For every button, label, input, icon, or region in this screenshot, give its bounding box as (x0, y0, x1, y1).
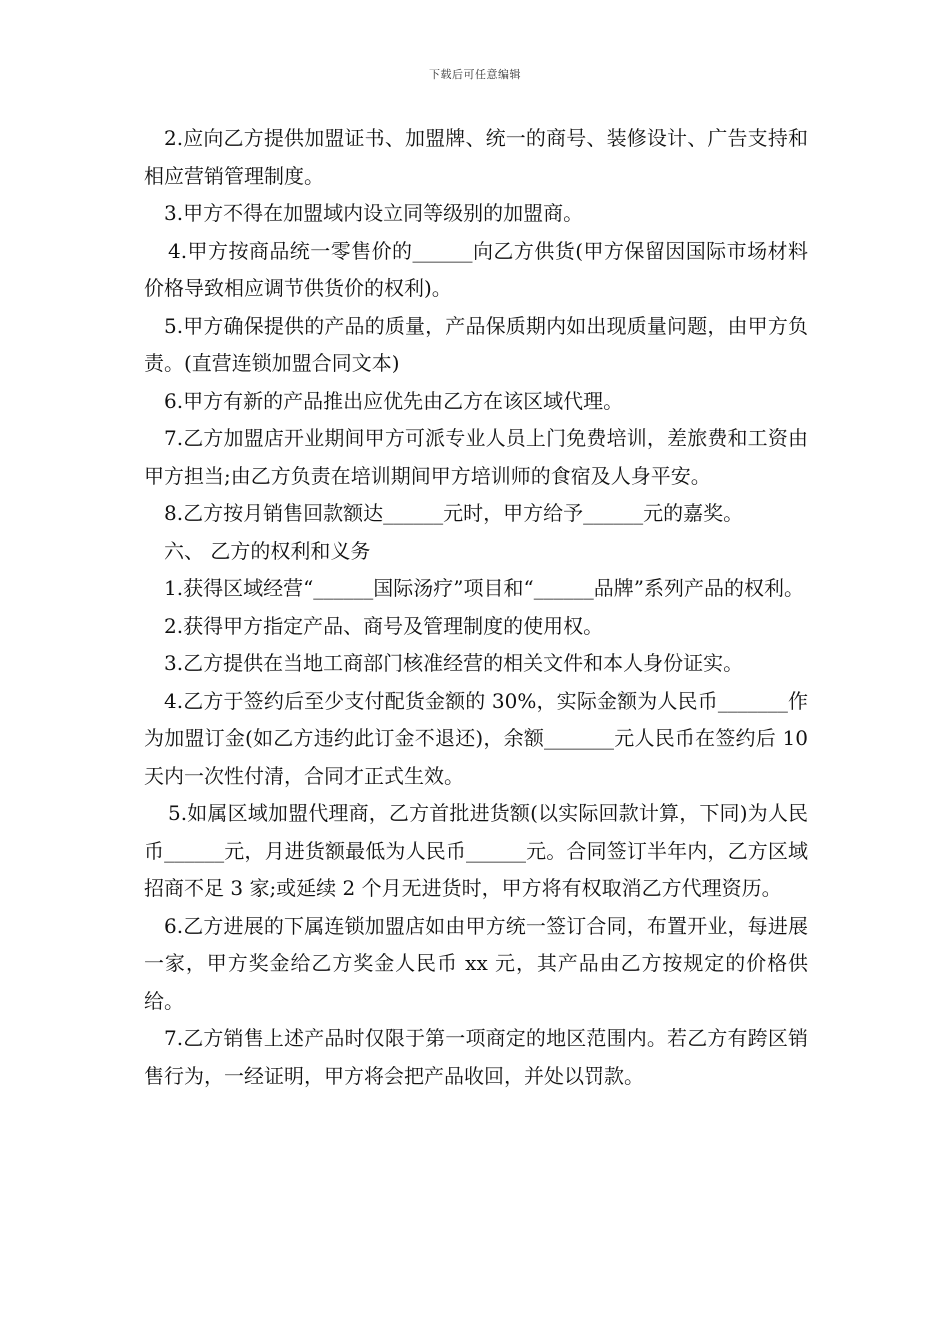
clause-a-8: 8.乙方按月销售回款额达______元时，甲方给予______元的嘉奖。 (164, 501, 744, 525)
clause-a-7: 7.乙方加盟店开业期间甲方可派专业人员上门免费培训，差旅费和工资由甲方担当;由乙方负责在培训期间甲方培训师的食宿及人身平安。 (144, 426, 808, 488)
clause-b-6: 6.乙方进展的下属连锁加盟店如由甲方统一签订合同，布置开业，每进展一家，甲方奖金给乙方奖金人民币 xx 元，其产品由乙方按规定的价格供给。 (144, 913, 808, 1013)
clause-b-1: 1.获得区域经营“______国际汤疗”项目和“______品牌”系列产品的权利。 (164, 576, 804, 600)
clause-a-3: 3.甲方不得在加盟域内设立同等级别的加盟商。 (164, 201, 584, 225)
clause-a-2: 2.应向乙方提供加盟证书、加盟牌、统一的商号、装修设计、广告支持和相应营销管理制度。 (144, 126, 808, 188)
clause-b-5: 5.如属区域加盟代理商，乙方首批进货额(以实际回款计算，下同)为人民币______元，月进货额最低为人民币______元。合同签订半年内，乙方区域招商不足 3 家;或延续 2 个月无进货时，甲方将有权取消乙方代理资历。 (144, 801, 808, 900)
clause-a-4: 4.甲方按商品统一零售价的______向乙方供货(甲方保留因国际市场材料价格导致相应调节供货价的权利)。 (144, 238, 808, 300)
section-heading: 六、 乙方的权利和义务 (164, 538, 371, 563)
clause-b-7: 7.乙方销售上述产品时仅限于第一项商定的地区范围内。若乙方有跨区销售行为，一经证明，甲方将会把产品收回，并处以罚款。 (144, 1026, 808, 1088)
clause-b-3: 3.乙方提供在当地工商部门核准经营的相关文件和本人身份证实。 (164, 651, 744, 675)
document-body (144, 120, 808, 1095)
clause-b-2: 2.获得甲方指定产品、商号及管理制度的使用权。 (164, 613, 604, 638)
clause-a-6: 6.甲方有新的产品推出应优先由乙方在该区域代理。 (164, 388, 624, 413)
clause-a-5: 5.甲方确保提供的产品的质量，产品保质期内如出现质量问题，由甲方负责。(直营连锁加盟合同文本) (144, 313, 808, 375)
page-header: 下载后可任意编辑 (429, 68, 521, 81)
clause-b-4: 4.乙方于签约后至少支付配货金额的 30%，实际金额为人民币_______作为加盟订金(如乙方违约此订金不退还)，余额_______元人民币在签约后 10 天内一次性付清，合同才正式生效。 (144, 688, 808, 788)
